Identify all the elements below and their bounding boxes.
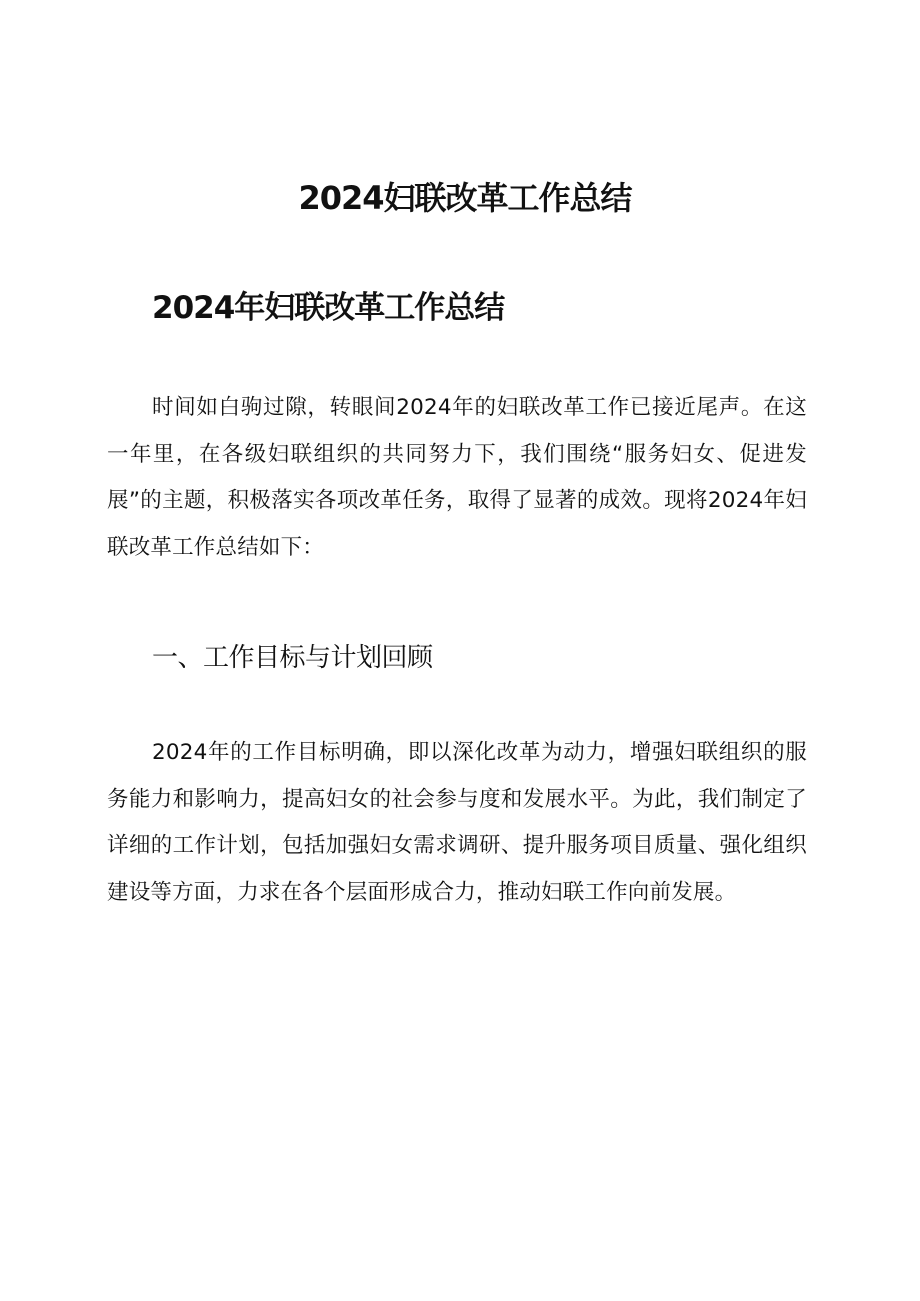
document-subtitle: 2024年妇联改革工作总结 — [152, 290, 505, 326]
document-title: 2024妇联改革工作总结 — [298, 179, 632, 217]
section-paragraph-1: 2024年的工作目标明确，即以深化改革为动力，增强妇联组织的服务能力和影响力，提高妇女的社会参与度和发展水平。为此，我们制定了详细的工作计划，包括加强妇女需求调研、提升服务项目质量、强化组织建设等方面，力求在各个层面形成合力，推动妇联工作向前发展。 — [107, 740, 807, 905]
section-heading-1: 一、工作目标与计划回顾 — [152, 643, 433, 673]
intro-paragraph: 时间如白驹过隙，转眼间2024年的妇联改革工作已接近尾声。在这一年里，在各级妇联组织的共同努力下，我们围绕“服务妇女、促进发展”的主题，积极落实各项改革任务，取得了显著的成效。现将2024年妇联改革工作总结如下： — [107, 395, 807, 560]
